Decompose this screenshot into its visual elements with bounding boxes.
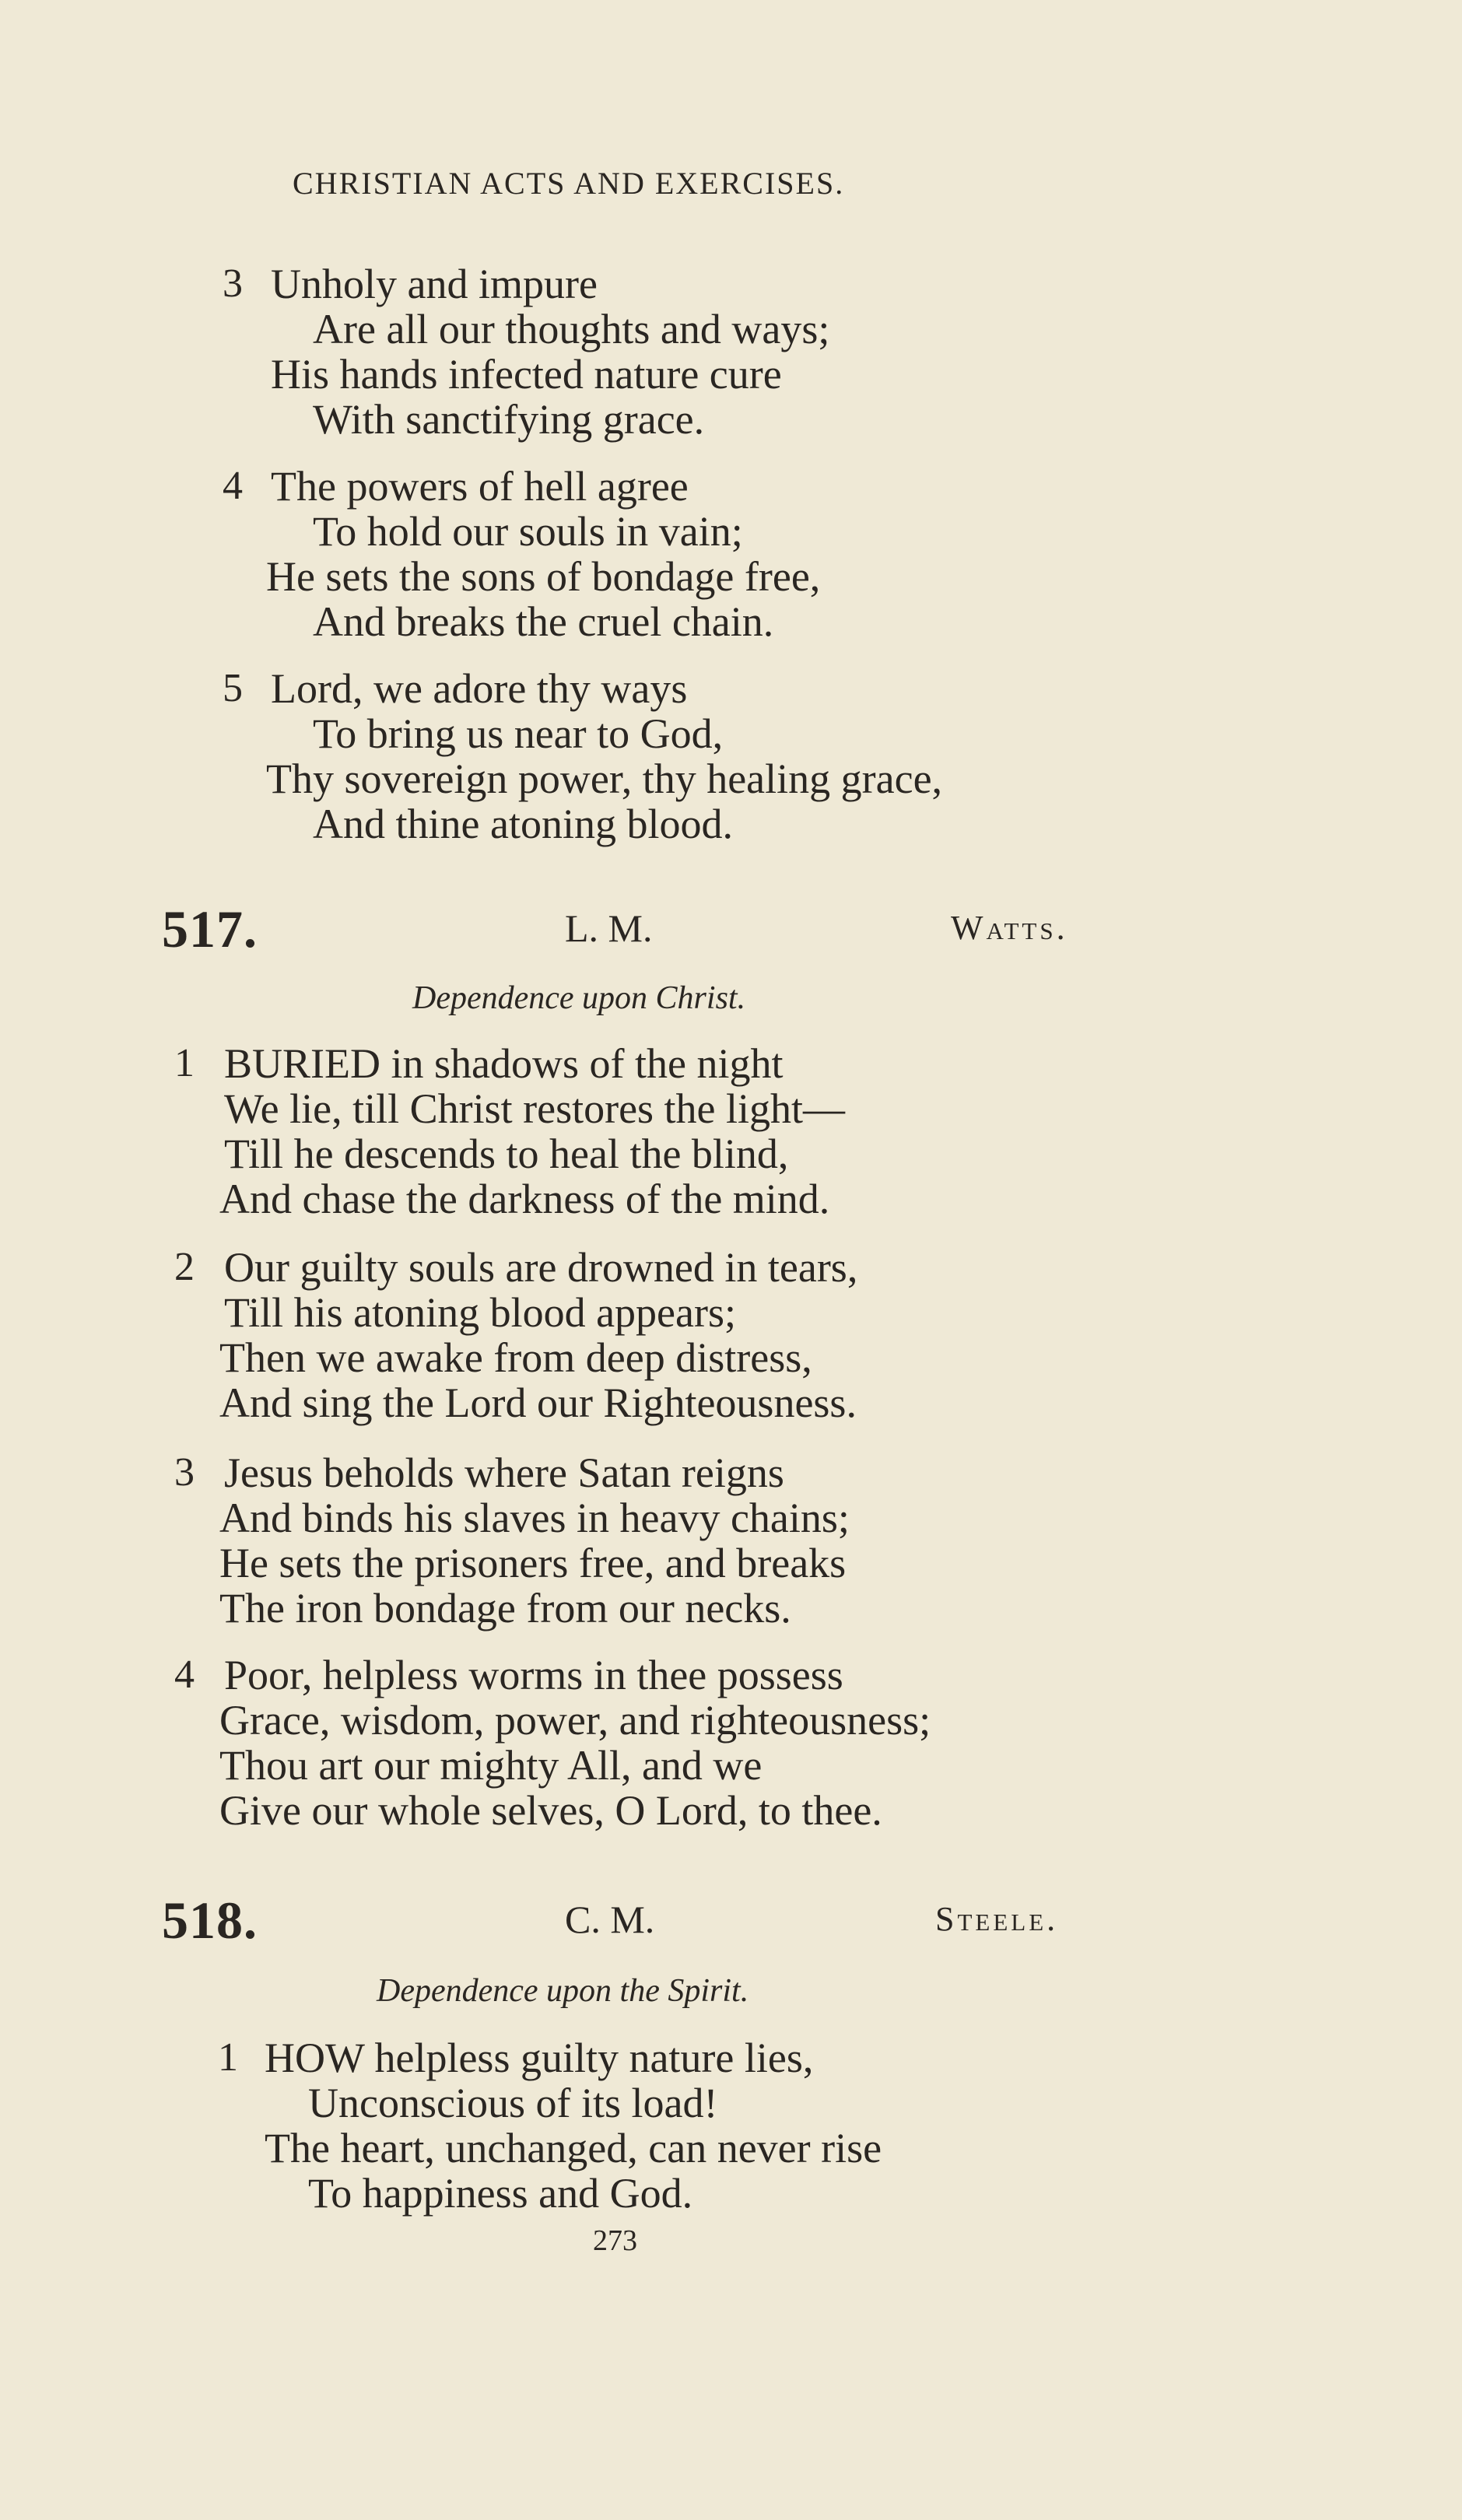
verse-number: 4 bbox=[223, 464, 243, 508]
verse-line: Jesus beholds where Satan reigns bbox=[224, 1449, 784, 1496]
verse-line: Are all our thoughts and ways; bbox=[313, 306, 830, 352]
verse-line: And thine atoning blood. bbox=[313, 801, 733, 847]
verse-line: Grace, wisdom, power, and righteousness; bbox=[219, 1697, 931, 1744]
verse-number: 3 bbox=[223, 261, 243, 306]
verse-line: The powers of hell agree bbox=[271, 463, 689, 510]
verse-line: The iron bondage from our necks. bbox=[219, 1585, 791, 1632]
hymn-meter: L. M. bbox=[565, 906, 653, 950]
verse-number: 1 bbox=[174, 1041, 195, 1085]
verse-line: Then we awake from deep distress, bbox=[219, 1334, 812, 1381]
verse-line: Unconscious of its load! bbox=[308, 2080, 718, 2126]
verse-line: And chase the darkness of the mind. bbox=[219, 1176, 830, 1222]
verse-line: Thou art our mighty All, and we bbox=[219, 1742, 763, 1789]
verse-line: HOW helpless guilty nature lies, bbox=[265, 2035, 814, 2081]
running-head: CHRISTIAN ACTS AND EXERCISES. bbox=[293, 166, 845, 201]
verse-line: He sets the sons of bondage free, bbox=[266, 553, 821, 600]
verse-line: Thy sovereign power, thy healing grace, bbox=[266, 755, 943, 802]
verse-line: Lord, we adore thy ways bbox=[271, 665, 688, 712]
verse-line: Our guilty souls are drowned in tears, bbox=[224, 1244, 858, 1291]
verse-line: Till he descends to heal the blind, bbox=[224, 1130, 789, 1177]
verse-number: 2 bbox=[174, 1245, 195, 1289]
verse-line: He sets the prisoners free, and breaks bbox=[219, 1540, 847, 1586]
verse-line: And binds his slaves in heavy chains; bbox=[219, 1495, 850, 1541]
verse-line: To hold our souls in vain; bbox=[313, 508, 743, 555]
page-number: 273 bbox=[593, 2224, 637, 2257]
verse-line: To happiness and God. bbox=[308, 2170, 693, 2217]
verse-line: Unholy and impure bbox=[271, 261, 598, 307]
verse-line: Till his atoning blood appears; bbox=[224, 1289, 736, 1336]
verse-line: Poor, helpless worms in thee possess bbox=[224, 1652, 843, 1698]
hymn-meter: C. M. bbox=[565, 1898, 655, 1941]
verse-number: 3 bbox=[174, 1450, 195, 1495]
verse-line: Give our whole selves, O Lord, to thee. bbox=[219, 1787, 882, 1834]
hymn-author: Watts. bbox=[951, 909, 1068, 947]
verse-number: 1 bbox=[218, 2035, 238, 2080]
verse-line: BURIED in shadows of the night bbox=[224, 1040, 784, 1087]
verse-number: 4 bbox=[174, 1653, 195, 1697]
hymn-title: Dependence upon Christ. bbox=[412, 980, 746, 1016]
verse-number: 5 bbox=[223, 666, 243, 710]
verse-line: And breaks the cruel chain. bbox=[313, 598, 774, 645]
verse-line: The heart, unchanged, can never rise bbox=[265, 2125, 882, 2171]
hymn-number: 518. bbox=[162, 1891, 258, 1950]
verse-line: To bring us near to God, bbox=[313, 710, 724, 757]
verse-line: His hands infected nature cure bbox=[271, 351, 782, 398]
hymn-number: 517. bbox=[162, 899, 258, 959]
verse-line: And sing the Lord our Righteousness. bbox=[219, 1379, 857, 1426]
verse-line: We lie, till Christ restores the light— bbox=[224, 1085, 846, 1132]
hymn-title: Dependence upon the Spirit. bbox=[377, 1973, 749, 2009]
verse-line: With sanctifying grace. bbox=[313, 396, 705, 443]
hymn-author: Steele. bbox=[935, 1900, 1059, 1938]
